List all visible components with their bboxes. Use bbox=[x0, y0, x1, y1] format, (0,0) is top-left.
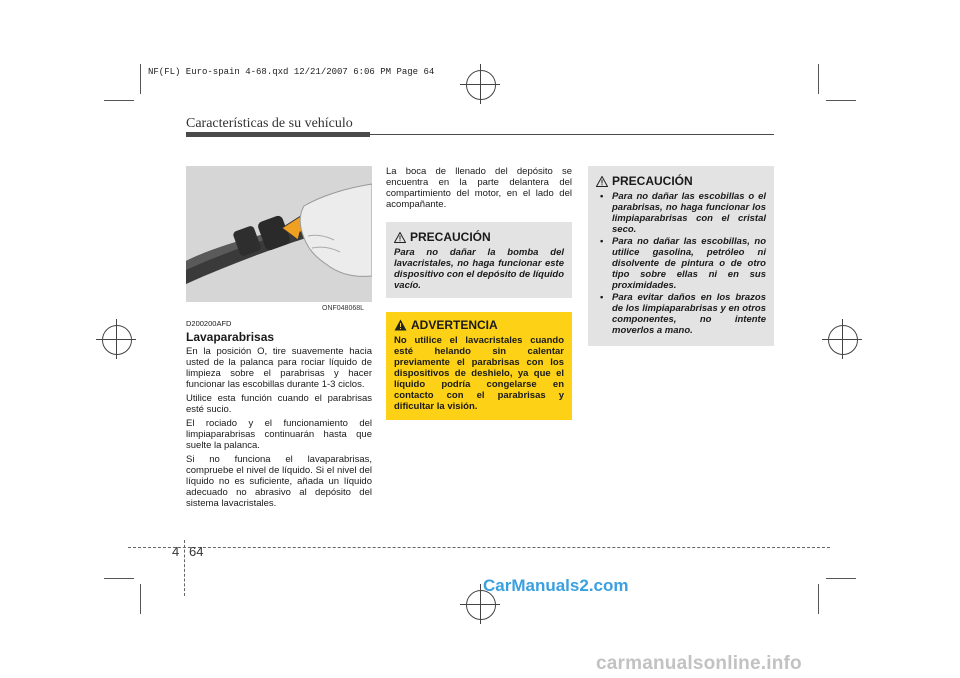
reservoir-location-text: La boca de llenado del depósito se encuentra en la parte delantera del compartimiento del motor, en el lado del acompañante. bbox=[386, 166, 572, 210]
crop-mark bbox=[104, 100, 134, 101]
paragraph: En la posición O, tire suavemente hacia usted de la palanca para rociar líquido de limpieza sobre el parabrisas y hacer funcionar las escobillas durante 1-3 ciclos. bbox=[186, 346, 372, 390]
registration-mark-left bbox=[96, 319, 136, 359]
page-section-number: 4 bbox=[172, 544, 180, 559]
caution-box-pump bbox=[386, 222, 572, 298]
list-item bbox=[596, 236, 766, 291]
registration-mark-top bbox=[460, 64, 500, 104]
figure-caption: ONF048068L bbox=[322, 305, 365, 312]
list-item bbox=[596, 191, 766, 235]
header-rule bbox=[370, 134, 774, 135]
warning-title bbox=[394, 318, 564, 332]
warning-title-text: ADVERTENCIA bbox=[411, 318, 498, 332]
crop-mark bbox=[826, 100, 856, 101]
footer-watermark: carmanualsonline.info bbox=[596, 653, 802, 674]
page-number: 64 bbox=[189, 544, 204, 559]
paragraph: Utilice esta función cuando el parabrisas esté sucio. bbox=[186, 393, 372, 415]
crop-mark bbox=[818, 584, 819, 614]
section-title: Lavaparabrisas bbox=[186, 330, 275, 344]
section-code: D200200AFD bbox=[186, 319, 232, 328]
crop-mark bbox=[140, 584, 141, 614]
warning-triangle-icon bbox=[394, 232, 406, 243]
print-slug: NF(FL) Euro-spain 4-68.qxd 12/21/2007 6:06 PM Page 64 bbox=[148, 67, 435, 77]
warning-text: No utilice el lavacristales cuando esté helando sin calentar previamente el parabrisas con los dispositivos de deshielo, ya que el líquido podría congelarse en contacto con el parabrisas y dificultar la visión. bbox=[394, 335, 564, 412]
warning-triangle-icon bbox=[596, 176, 608, 187]
caution-title bbox=[394, 230, 564, 244]
paragraph: Si no funciona el lavaparabrisas, compruebe el nivel de líquido. Si el nivel del líquido no es suficiente, añada un líquido adecuado no abrasivo al depósito del sistema lavacristales. bbox=[186, 454, 372, 509]
list-item-text: Para no dañar las escobillas, no utilice gasolina, petróleo ni disolvente de pintura o de otro tipo sobre ellas ni en sus proximidades. bbox=[612, 236, 766, 291]
watermark-link[interactable]: CarManuals2.com bbox=[483, 576, 629, 595]
registration-mark-right bbox=[822, 319, 862, 359]
paragraph: El rociado y el funcionamiento del limpiaparabrisas continuarán hasta que suelte la palanca. bbox=[186, 418, 372, 451]
bullet: • bbox=[600, 292, 604, 303]
crop-mark bbox=[826, 578, 856, 579]
crop-mark bbox=[140, 64, 141, 94]
caution-list bbox=[596, 191, 766, 336]
bullet: • bbox=[600, 236, 604, 247]
washer-section bbox=[186, 318, 372, 512]
caution-box-wipers bbox=[588, 166, 774, 346]
page-number-divider bbox=[184, 540, 185, 596]
caution-title-text: PRECAUCIÓN bbox=[612, 174, 693, 188]
list-item-text: Para evitar daños en los brazos de los limpiaparabrisas y en otros componentes, no intente moverlos a mano. bbox=[612, 292, 766, 336]
wiper-lever-illustration bbox=[186, 166, 372, 302]
caution-title-text: PRECAUCIÓN bbox=[410, 230, 491, 244]
wiper-lever-photo bbox=[186, 166, 372, 302]
crop-mark bbox=[104, 578, 134, 579]
page-header-title: Características de su vehículo bbox=[186, 116, 353, 131]
warning-box bbox=[386, 312, 572, 420]
caution-title bbox=[596, 174, 766, 188]
list-item-text: Para no dañar las escobillas o el parabrisas, no haga funcionar los limpiaparabrisas con el cristal seco. bbox=[612, 191, 766, 235]
caution-text: Para no dañar la bomba del lavacristales, no haga funcionar este dispositivo con el depósito de líquido vacío. bbox=[394, 247, 564, 291]
list-item bbox=[596, 292, 766, 336]
footer-rule bbox=[128, 547, 830, 548]
warning-triangle-icon bbox=[394, 319, 407, 331]
crop-mark bbox=[818, 64, 819, 94]
header-bar bbox=[186, 132, 370, 137]
bullet: • bbox=[600, 191, 604, 202]
